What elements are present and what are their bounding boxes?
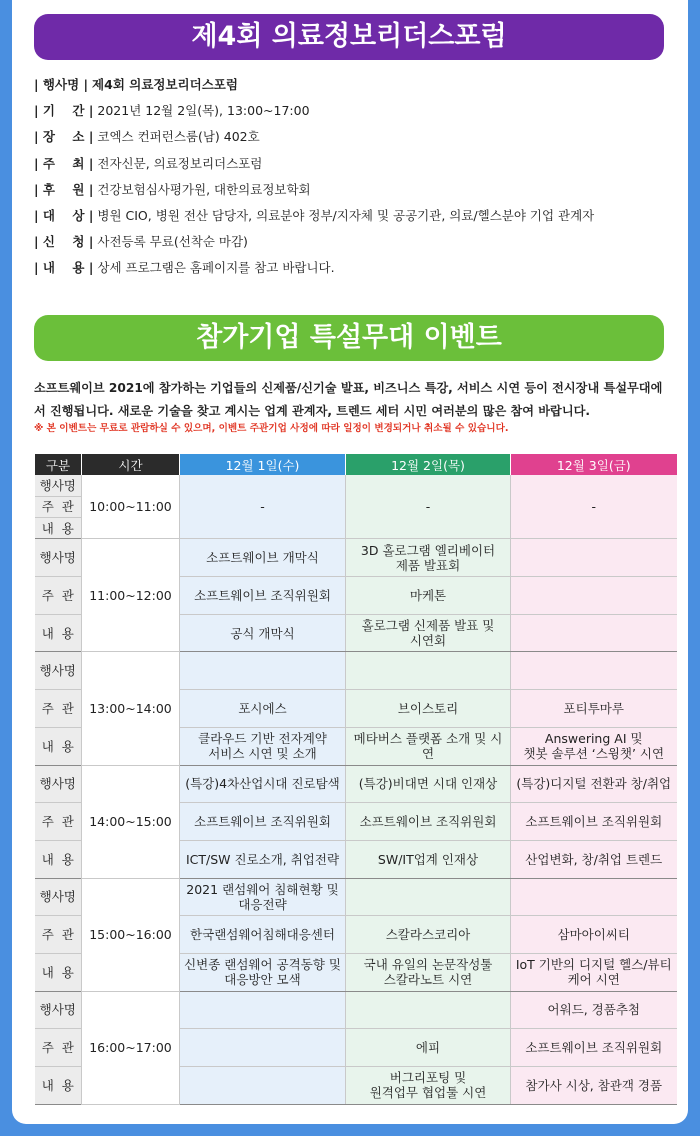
info-label: | 장 소 | <box>34 129 94 145</box>
schedule-cell <box>346 652 511 690</box>
row-label: 내 용 <box>35 518 82 539</box>
row-label: 행사명 <box>35 765 82 803</box>
header-category: 구분 <box>35 454 82 475</box>
schedule-cell: 포시에스 <box>180 690 346 728</box>
info-row <box>34 203 674 229</box>
schedule-cell: - <box>180 475 346 539</box>
time-slot: 13:00~14:00 <box>82 652 180 765</box>
schedule-cell: 신변종 랜섬웨어 공격동향 및 대응방안 모색 <box>180 953 346 991</box>
schedule-cell: 3D 홀로그램 엘리베이터 제품 발표회 <box>346 539 511 577</box>
info-row <box>34 177 674 203</box>
schedule-cell <box>511 614 677 652</box>
schedule-table <box>34 454 677 1105</box>
row-label: 주 관 <box>35 803 82 841</box>
table-row <box>35 878 677 916</box>
schedule-cell: 어워드, 경품추첨 <box>511 991 677 1029</box>
table-row <box>35 991 677 1029</box>
info-label: | 행사명 | <box>34 77 89 92</box>
schedule-cell <box>180 1067 346 1105</box>
schedule-cell: 소프트웨이브 조직위원회 <box>180 577 346 615</box>
table-row <box>35 652 677 690</box>
schedule-cell: 클라우드 기반 전자계약 서비스 시연 및 소개 <box>180 727 346 765</box>
schedule-cell: SW/IT업계 인재상 <box>346 840 511 878</box>
schedule-cell: 산업변화, 창/취업 트렌드 <box>511 840 677 878</box>
schedule-cell: 참가사 시상, 참관객 경품 <box>511 1067 677 1105</box>
schedule-cell: - <box>511 475 677 539</box>
schedule-cell <box>180 991 346 1029</box>
schedule-cell: 소프트웨이브 조직위원회 <box>180 803 346 841</box>
schedule-cell: (특강)디지털 전환과 창/취업 <box>511 765 677 803</box>
table-row <box>35 539 677 577</box>
schedule-cell: 소프트웨이브 개막식 <box>180 539 346 577</box>
header-day3: 12월 3일(금) <box>511 454 677 475</box>
schedule-cell <box>180 1029 346 1067</box>
table-row <box>35 475 677 496</box>
schedule-cell <box>346 991 511 1029</box>
schedule-cell <box>180 652 346 690</box>
time-slot: 11:00~12:00 <box>82 539 180 652</box>
row-label: 행사명 <box>35 991 82 1029</box>
row-label: 주 관 <box>35 690 82 728</box>
schedule-cell: 한국랜섬웨어침해대응센터 <box>180 916 346 954</box>
table-header-row <box>35 454 677 475</box>
row-label: 내 용 <box>35 840 82 878</box>
info-value: 전자신문, 의료정보리더스포럼 <box>97 155 263 171</box>
info-value: 2021년 12월 2일(목), 13:00~17:00 <box>97 103 310 119</box>
row-label: 행사명 <box>35 475 82 496</box>
row-label: 주 관 <box>35 496 82 517</box>
schedule-cell: 소프트웨이브 조직위원회 <box>511 1029 677 1067</box>
schedule-cell: 메타버스 플랫폼 소개 및 시연 <box>346 727 511 765</box>
schedule-cell: 국내 유일의 논문작성툴 스칼라노트 시연 <box>346 953 511 991</box>
schedule-cell: - <box>346 475 511 539</box>
info-row <box>34 124 674 150</box>
info-label: | 주 최 | <box>34 155 94 171</box>
schedule-cell: (특강)4차산업시대 진로탐색 <box>180 765 346 803</box>
time-slot: 15:00~16:00 <box>82 878 180 991</box>
schedule-cell: Answering AI 및 챗봇 솔루션 ‘스윙챗’ 시연 <box>511 727 677 765</box>
schedule-cell: IoT 기반의 디지털 헬스/뷰티 케어 시연 <box>511 953 677 991</box>
event-info-list <box>34 72 674 282</box>
info-value: 병원 CIO, 병원 전산 담당자, 의료분야 정부/지자체 및 공공기관, 의료/헬스분야 기업 관계자 <box>97 207 595 223</box>
table-row <box>35 765 677 803</box>
info-label: | 기 간 | <box>34 103 94 119</box>
schedule-cell <box>511 577 677 615</box>
schedule-cell: 마케톤 <box>346 577 511 615</box>
row-label: 주 관 <box>35 1029 82 1067</box>
schedule-cell: 포티투마루 <box>511 690 677 728</box>
time-slot: 16:00~17:00 <box>82 991 180 1104</box>
info-row <box>34 229 674 255</box>
row-label: 내 용 <box>35 1067 82 1105</box>
info-value: 상세 프로그램은 홈페이지를 참고 바랍니다. <box>97 260 335 276</box>
info-value: 코엑스 컨퍼런스룸(남) 402호 <box>97 129 260 145</box>
header-day1: 12월 1일(수) <box>180 454 346 475</box>
schedule-cell <box>346 878 511 916</box>
row-label: 행사명 <box>35 652 82 690</box>
schedule-cell: 삼마아이씨티 <box>511 916 677 954</box>
time-slot: 10:00~11:00 <box>82 475 180 539</box>
schedule-cell: ICT/SW 진로소개, 취업전략 <box>180 840 346 878</box>
info-label: | 후 원 | <box>34 181 94 197</box>
stage-event-banner: 참가기업 특설무대 이벤트 <box>34 315 664 361</box>
schedule-cell: 2021 랜섬웨어 침해현황 및 대응전략 <box>180 878 346 916</box>
schedule-cell: 버그리포팅 및 원격업무 협업툴 시연 <box>346 1067 511 1105</box>
info-value: 사전등록 무료(선착순 마감) <box>97 234 248 250</box>
info-row <box>34 255 674 281</box>
intro-text: 소프트웨이브 2021에 참가하는 기업들의 신제품/신기술 발표, 비즈니스 특강, 서비스 시연 등이 전시장내 특설무대에서 진행됩니다. 새로운 기술을 찾고 계시는 업계 관계자, 트렌드 세터 시민 여러분의 많은 참여 바랍니다. <box>34 381 663 418</box>
info-label: | 내 용 | <box>34 260 94 276</box>
info-value: 제4회 의료정보리더스포럼 <box>92 77 238 92</box>
schedule-cell <box>511 878 677 916</box>
header-time: 시간 <box>82 454 180 475</box>
info-row <box>34 72 674 98</box>
row-label: 주 관 <box>35 577 82 615</box>
info-row <box>34 98 674 124</box>
row-label: 주 관 <box>35 916 82 954</box>
row-label: 행사명 <box>35 878 82 916</box>
schedule-cell <box>511 652 677 690</box>
time-slot: 14:00~15:00 <box>82 765 180 878</box>
row-label: 내 용 <box>35 614 82 652</box>
info-label: | 대 상 | <box>34 207 94 223</box>
forum-title-banner: 제4회 의료정보리더스포럼 <box>34 14 664 60</box>
notice-text: ※ 본 이벤트는 무료로 관람하실 수 있으며, 이벤트 주관기업 사정에 따라 일정이 변경되거나 취소될 수 있습니다. <box>34 423 509 434</box>
schedule-cell: 소프트웨이브 조직위원회 <box>511 803 677 841</box>
info-row <box>34 151 674 177</box>
schedule-cell <box>511 539 677 577</box>
info-value: 건강보험심사평가원, 대한의료정보학회 <box>97 181 311 197</box>
row-label: 내 용 <box>35 953 82 991</box>
row-label: 행사명 <box>35 539 82 577</box>
schedule-cell: 브이스토리 <box>346 690 511 728</box>
page-card <box>12 0 688 1124</box>
schedule-cell: 소프트웨이브 조직위원회 <box>346 803 511 841</box>
info-label: | 신 청 | <box>34 234 94 250</box>
schedule-cell: 에피 <box>346 1029 511 1067</box>
row-label: 내 용 <box>35 727 82 765</box>
schedule-cell: 홀로그램 신제품 발표 및 시연회 <box>346 614 511 652</box>
schedule-cell: 공식 개막식 <box>180 614 346 652</box>
header-day2: 12월 2일(목) <box>346 454 511 475</box>
schedule-cell: 스칼라스코리아 <box>346 916 511 954</box>
schedule-cell: (특강)비대면 시대 인재상 <box>346 765 511 803</box>
